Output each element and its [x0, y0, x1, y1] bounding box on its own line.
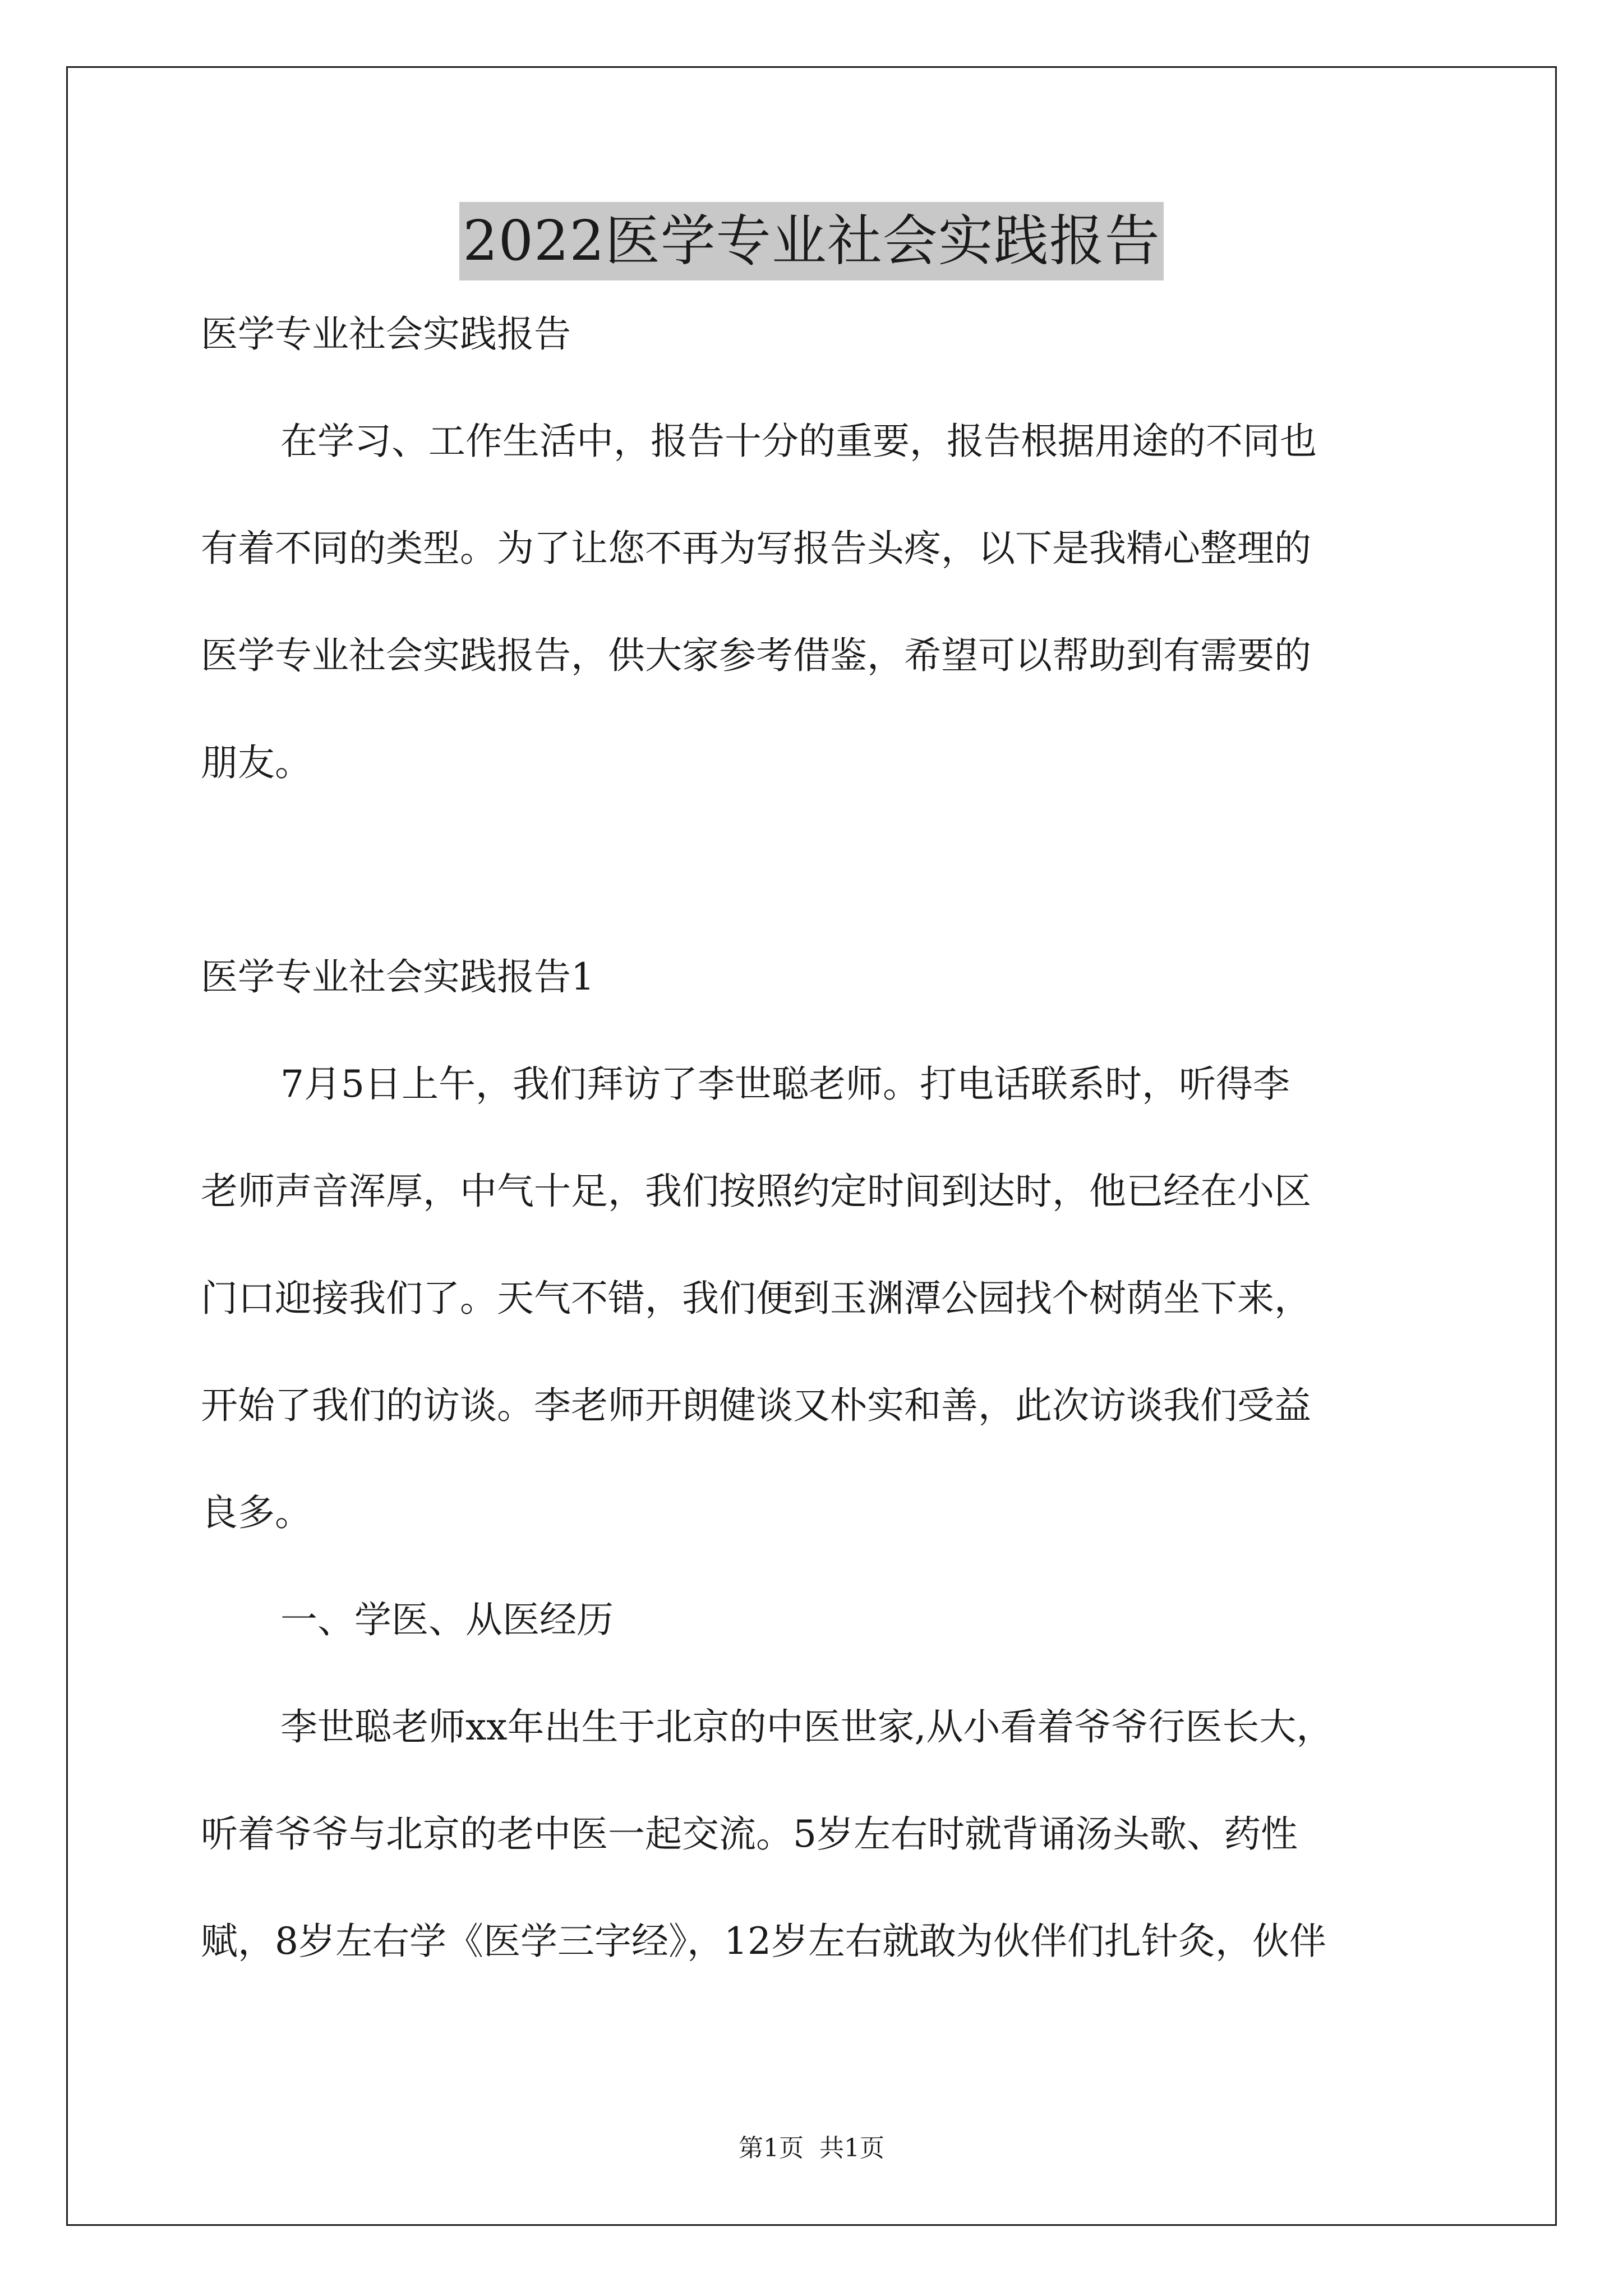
subheading: 一、学医、从医经历	[280, 1598, 614, 1641]
page-total: 共1页	[819, 2134, 884, 2162]
section-title: 医学专业社会实践报告1	[201, 955, 594, 999]
page-number: 第1页	[739, 2134, 804, 2162]
intro-line: 在学习、工作生活中，报告十分的重要，报告根据用途的不同也	[280, 420, 1317, 463]
subtitle: 医学专业社会实践报告	[201, 312, 571, 356]
paragraph-line: 赋，8岁左右学《医学三字经》，12岁左右就敢为伙伴们扎针灸，伙伴	[201, 1920, 1326, 1963]
paragraph-line: 7月5日上午，我们拜访了李世聪老师。打电话联系时，听得李	[280, 1062, 1290, 1106]
paragraph-line: 听着爷爷与北京的老中医一起交流。5岁左右时就背诵汤头歌、药性	[201, 1812, 1298, 1856]
title-container	[0, 202, 1623, 280]
paragraph-line: 老师声音浑厚，中气十足，我们按照约定时间到达时，他已经在小区	[201, 1170, 1311, 1213]
paragraph-line: 开始了我们的访谈。李老师开朗健谈又朴实和善，此次访谈我们受益	[201, 1384, 1311, 1427]
document-title: 2022医学专业社会实践报告	[459, 202, 1163, 280]
document-body	[201, 307, 1435, 1968]
paragraph-line: 李世聪老师xx年出生于北京的中医世家,从小看着爷爷行医长大，	[280, 1705, 1334, 1749]
paragraph-history	[201, 1700, 1435, 1968]
paragraph-visit	[201, 1057, 1435, 1540]
paragraph-line: 良多。	[201, 1491, 312, 1534]
intro-line: 有着不同的类型。为了让您不再为写报告头疼，以下是我精心整理的	[201, 527, 1311, 570]
intro-paragraph	[201, 415, 1435, 790]
intro-line: 朋友。	[201, 741, 312, 784]
paragraph-line: 门口迎接我们了。天气不错，我们便到玉渊潭公园找个树荫坐下来，	[201, 1277, 1311, 1320]
intro-line: 医学专业社会实践报告，供大家参考借鉴，希望可以帮助到有需要的	[201, 634, 1311, 677]
page-footer	[0, 2132, 1623, 2165]
